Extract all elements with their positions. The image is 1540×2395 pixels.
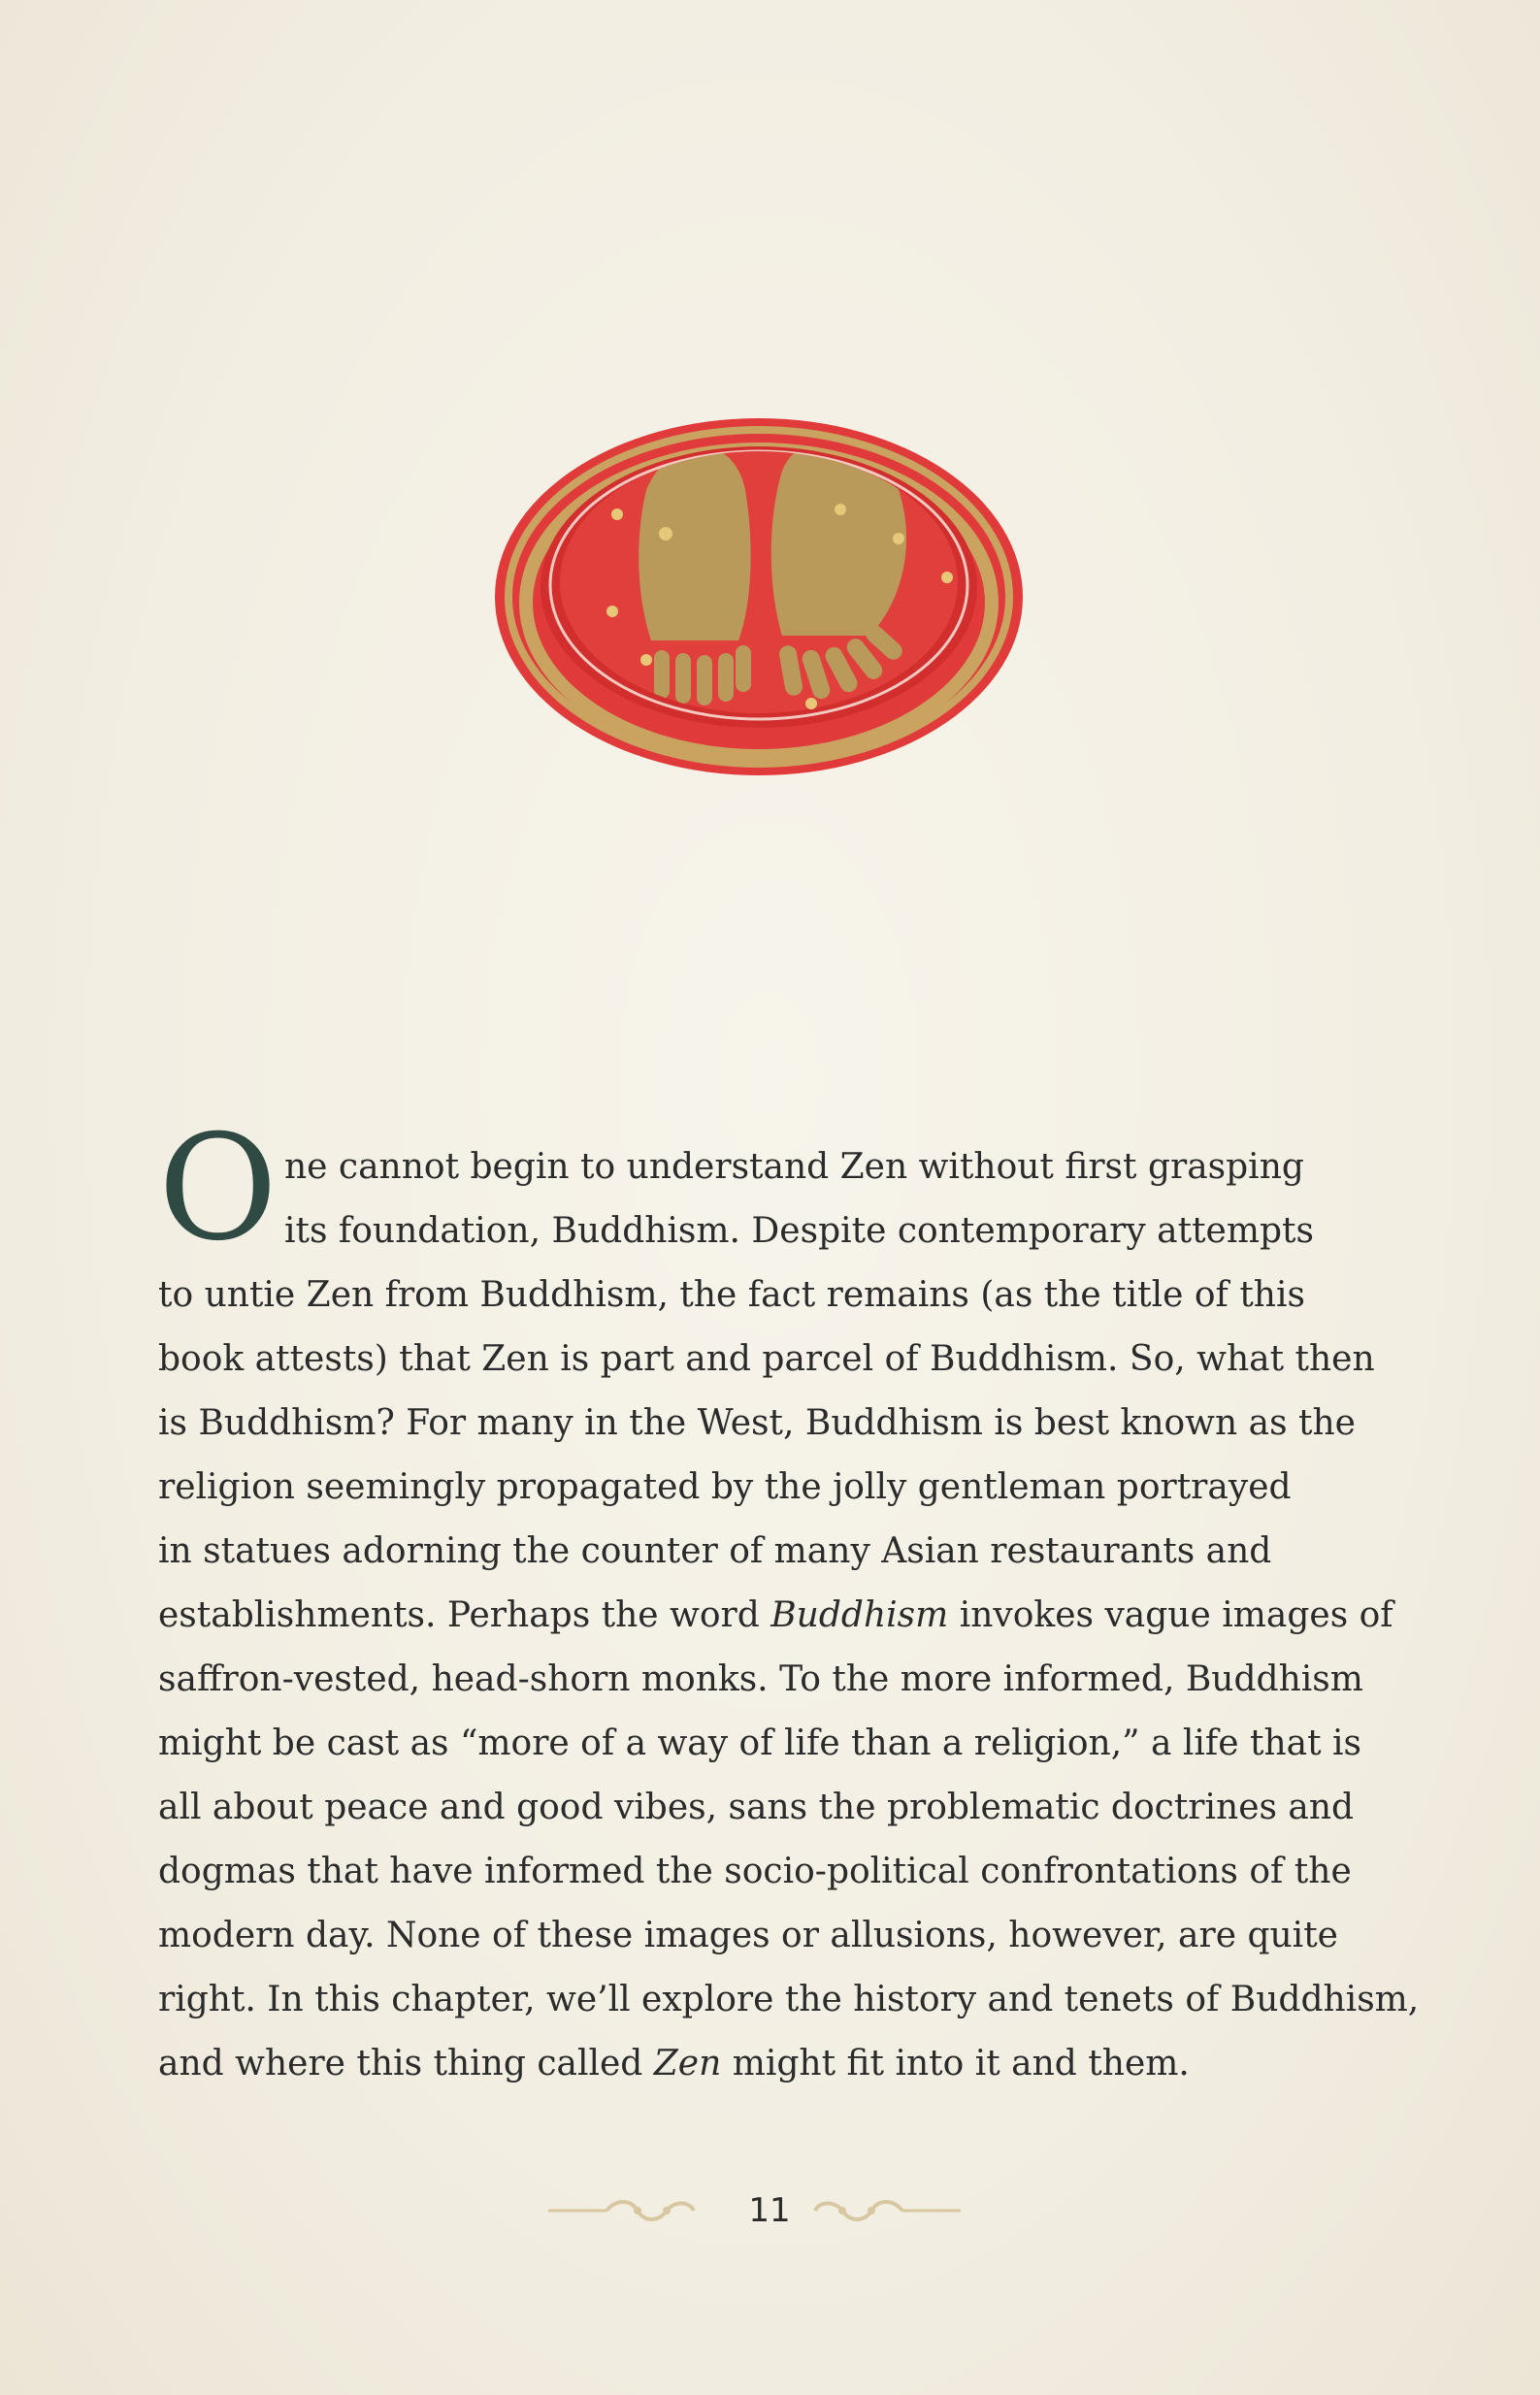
line-segment: might fit into it and them.: [721, 2044, 1190, 2083]
paragraph-line: book attests) that Zen is part and parcel of Buddhism. So, what then: [158, 1339, 1375, 1379]
line-segment: establishments. Perhaps the word: [158, 1595, 771, 1635]
paragraph-line: to untie Zen from Buddhism, the fact remains (as the title of this: [158, 1275, 1305, 1315]
buddha-footprints-icon: [491, 412, 1027, 781]
page-number: 11: [748, 2191, 791, 2230]
scroll-flourish-icon: [548, 2195, 704, 2226]
paragraph-line: religion seemingly propagated by the jolly gentleman portrayed: [158, 1467, 1292, 1507]
paragraph-line: in statues adorning the counter of many Asian restaurants and: [158, 1531, 1272, 1571]
italic-term: Zen: [653, 2044, 722, 2083]
paragraph-line: [158, 1584, 1393, 1648]
paragraph-line: all about peace and good vibes, sans the problematic doctrines and: [158, 1788, 1355, 1827]
scroll-flourish-icon: [805, 2195, 961, 2226]
page-footer: [0, 2183, 1540, 2242]
chapter-intro-paragraph: [158, 1135, 1420, 2096]
paragraph-line: [158, 2032, 1361, 2096]
paragraph-line: modern day. None of these images or allusions, however, are quite: [158, 1916, 1338, 1955]
italic-term: Buddhism: [770, 1595, 949, 1635]
line-segment: invokes vague images of: [948, 1595, 1393, 1635]
paragraph-line: might be cast as “more of a way of life than a religion,” a life that is: [158, 1723, 1362, 1763]
line-segment: and where this thing called: [158, 2044, 654, 2083]
paragraph-line: ne cannot begin to understand Zen without first grasping: [284, 1147, 1304, 1187]
paragraph-line: right. In this chapter, we’ll explore the history and tenets of Buddhism,: [158, 1980, 1420, 2019]
paragraph-line: dogmas that have informed the socio-political confrontations of the: [158, 1852, 1352, 1891]
drop-cap: O: [158, 1104, 278, 1273]
paragraph-line: its foundation, Buddhism. Despite contemporary attempts: [284, 1211, 1314, 1251]
paragraph-line: is Buddhism? For many in the West, Buddhism is best known as the: [158, 1403, 1356, 1443]
paragraph-line: saffron-vested, head-shorn monks. To the more informed, Buddhism: [158, 1659, 1363, 1699]
